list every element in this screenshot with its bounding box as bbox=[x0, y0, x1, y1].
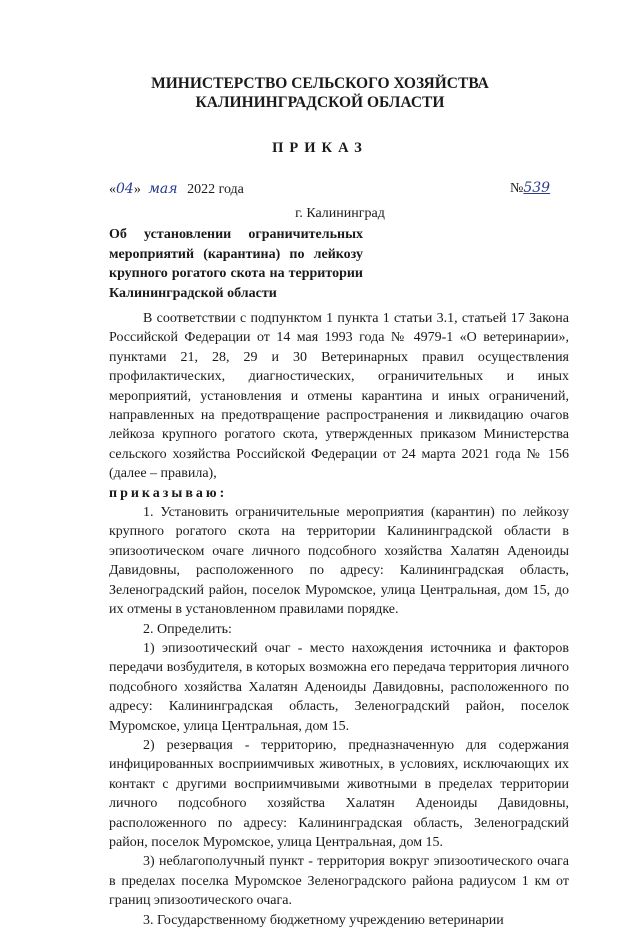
item-1: 1. Установить ограничительные мероприятия (карантин) по лейкозу крупного рогатого скота на территории Калининградской области в эпизоотическом очаге личного подсобного хозяйства Халатян Аденоиды Давидовны, расположенного по адресу: Калининградская область, Зеленоградский район, поселок Муромское, улица Центральная, дом 15, до их отмены в установленном правилами порядке. bbox=[109, 505, 569, 618]
ministry-name-line2: КАЛИНИНГРАДСКОЙ ОБЛАСТИ bbox=[195, 94, 445, 111]
document-type-title: ПРИКАЗ bbox=[272, 140, 368, 156]
date-month-handwritten: мая bbox=[148, 181, 178, 197]
item-3: 3. Государственному бюджетному учреждению ветеринарии bbox=[143, 912, 504, 928]
date-open-quote: « bbox=[109, 182, 116, 197]
preamble-paragraph: В соответствии с подпунктом 1 пункта 1 статьи 3.1, статьей 17 Закона Российской Федерации от 14 мая 1993 года № 4979-1 «О ветеринарии», пунктами 21, 28, 29 и 30 Ветеринарных правил осуществления профилактических, диагностических, ограничительных и иных мероприятий, установления и отмены карантина и иных ограничений, направленных на предотвращение распространения и ликвидацию очагов лейкоза крупного рогатого скота, утвержденных приказом Министерства сельского хозяйства Российской Федерации от 24 марта 2021 года № 156 (далее – правила), bbox=[109, 311, 569, 482]
order-number-handwritten: 539 bbox=[523, 180, 551, 196]
date-day-handwritten: 04 bbox=[116, 181, 134, 197]
ministry-name-line1: МИНИСТЕРСТВО СЕЛЬСКОГО ХОЗЯЙСТВА bbox=[151, 75, 489, 92]
subject-line1: Об установлении ограничительных bbox=[109, 227, 363, 242]
date-year: 2022 года bbox=[187, 182, 244, 197]
item-2-2: 2) резервация - территорию, предназначенную для содержания инфицированных восприимчивых животных, в условиях, исключающих их контакт с другими восприимчивыми животными в пределах территории личного подсобного хозяйства Халатян Аденоиды Давидовны, расположенного по адресу: Калининградская область, Зеленоградский район, поселок Муромское, улица Центральная, дом 15. bbox=[109, 737, 569, 850]
item-2: 2. Определить: bbox=[143, 621, 232, 637]
ministry-header bbox=[0, 74, 640, 112]
subject-line3: крупного рогатого скота на территории bbox=[109, 266, 363, 281]
order-subject bbox=[109, 225, 363, 303]
order-word: приказываю: bbox=[109, 485, 228, 501]
subject-line2: мероприятий (карантина) по лейкозу bbox=[109, 246, 363, 262]
order-body bbox=[109, 309, 569, 930]
item-2-1: 1) эпизоотический очаг - место нахождения источника и факторов передачи возбудителя, в которых возможна его передача территория личного подсобного хозяйства Халатян Аденоиды Давидовны, расположенного по адресу: Калининградская область, Зеленоградский район, поселок Муромское, улица Центральная, дом 15. bbox=[109, 640, 569, 734]
order-number bbox=[510, 180, 550, 197]
date-close-quote: » bbox=[133, 182, 141, 197]
item-2-3: 3) неблагополучный пункт - территория вокруг эпизоотического очага в пределах поселка Муромское Зеленоградского района радиусом 1 км от границ эпизоотического очага. bbox=[109, 854, 569, 909]
number-sign: № bbox=[510, 181, 524, 196]
order-date bbox=[109, 181, 244, 198]
city-name: г. Калининград bbox=[295, 206, 385, 221]
subject-line4: Калининградской области bbox=[109, 285, 277, 301]
